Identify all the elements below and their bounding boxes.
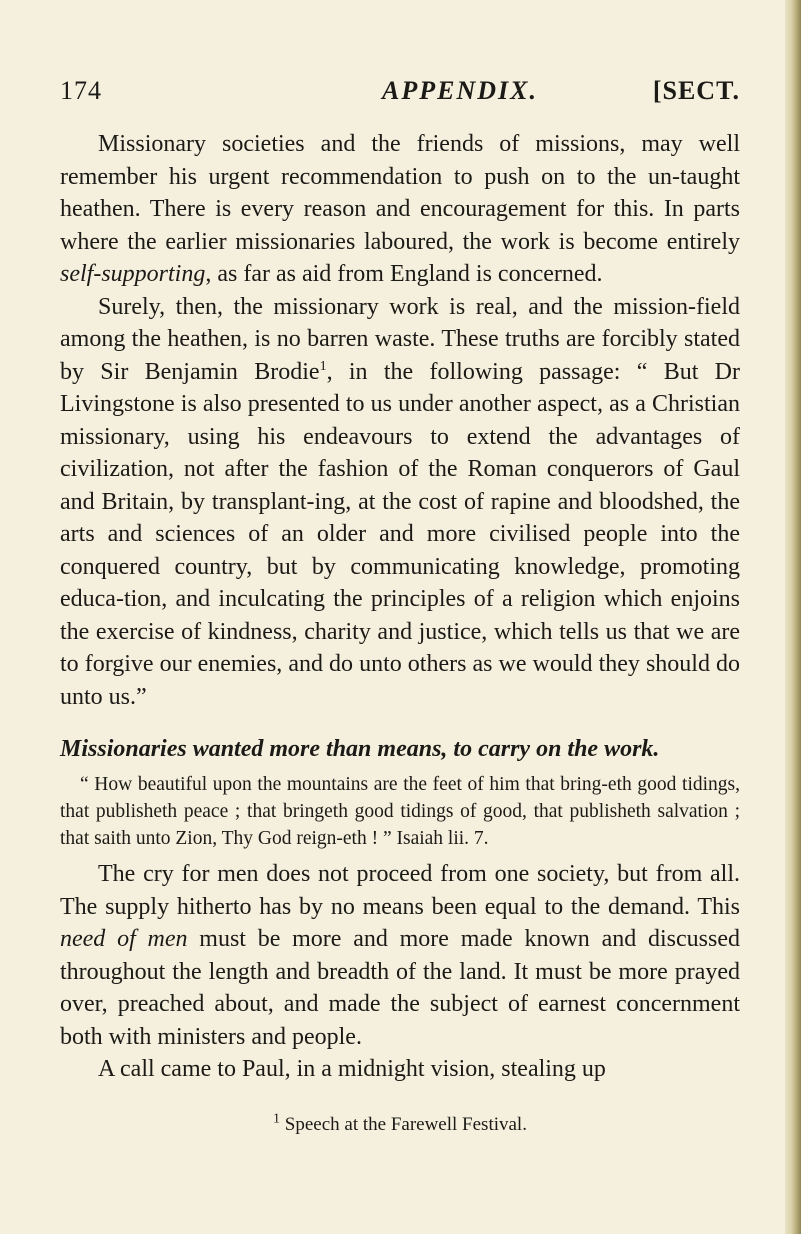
paragraph-1-emphasis: self-supporting bbox=[60, 261, 206, 287]
paragraph-3 bbox=[60, 858, 740, 1053]
running-header bbox=[60, 76, 740, 112]
paragraph-2 bbox=[60, 291, 740, 714]
footnote-reference: 1 bbox=[319, 358, 327, 374]
paragraph-3-text-a: The cry for men does not proceed from one society, but from all. The supply hitherto has by no means been equal to the demand. This bbox=[60, 861, 740, 920]
running-title: APPENDIX. bbox=[382, 76, 538, 105]
section-heading: Missionaries wanted more than means, to carry on the work. bbox=[60, 736, 660, 762]
paragraph-1 bbox=[60, 128, 740, 291]
paragraph-4: A call came to Paul, in a midnight vision, stealing up bbox=[98, 1056, 606, 1082]
section-label: [SECT. bbox=[652, 76, 740, 105]
main-text bbox=[60, 128, 740, 1086]
paragraph-1-text-b: , as far as aid from England is concerned. bbox=[205, 261, 603, 287]
footnote bbox=[60, 1111, 740, 1136]
paragraph-3-text-b: must be more and more made known and discussed throughout the length and breadth of the land. It must be more prayed over, preached about, and made the subject of earnest concernment both with ministers and people. bbox=[60, 926, 740, 1050]
paragraph-1-text-a: Missionary societies and the friends of missions, may well remember his urgent recommendation to push on to the un-taught heathen. There is every reason and encouragement for this. In parts where the earlier missionaries laboured, the work is become entirely bbox=[60, 131, 740, 255]
scripture-quote: “ How beautiful upon the mountains are the feet of him that bring-eth good tidings, that publisheth peace ; that bringeth good tidings of good, that publisheth salvation ; that saith unto Zion, Thy God reign-eth ! ” Isaiah lii. 7. bbox=[60, 774, 740, 849]
paragraph-3-emphasis: need of men bbox=[60, 926, 188, 952]
page-number: 174 bbox=[60, 76, 102, 105]
paragraph-2-text-b: , in the following passage: “ But Dr Livingstone is also presented to us under another aspect, as a Christian missionary, using his endeavours to extend the advantages of civilization, not after the fashion of the Roman conquerors of Gaul and Britain, by transplant-ing, at the cost of rapine and bloodshed, the arts and sciences of an older and more civilised people into the conquered country, but by communicating knowledge, promoting educa-tion, and inculcating the principles of a religion which enjoins the exercise of kindness, charity and justice, which tells us that we are to forgive our enemies, and do unto others as we would they should do unto us.” bbox=[60, 358, 740, 710]
footnote-marker: 1 bbox=[273, 1111, 281, 1127]
page-edge bbox=[785, 0, 801, 1234]
paragraph-2-text-a: Surely, then, the missionary work is real, and the mission-field among the heathen, is no barren waste. These truths are forcibly stated by Sir Benjamin Brodie bbox=[60, 293, 740, 385]
footnote-text: Speech at the Farewell Festival. bbox=[280, 1114, 527, 1135]
